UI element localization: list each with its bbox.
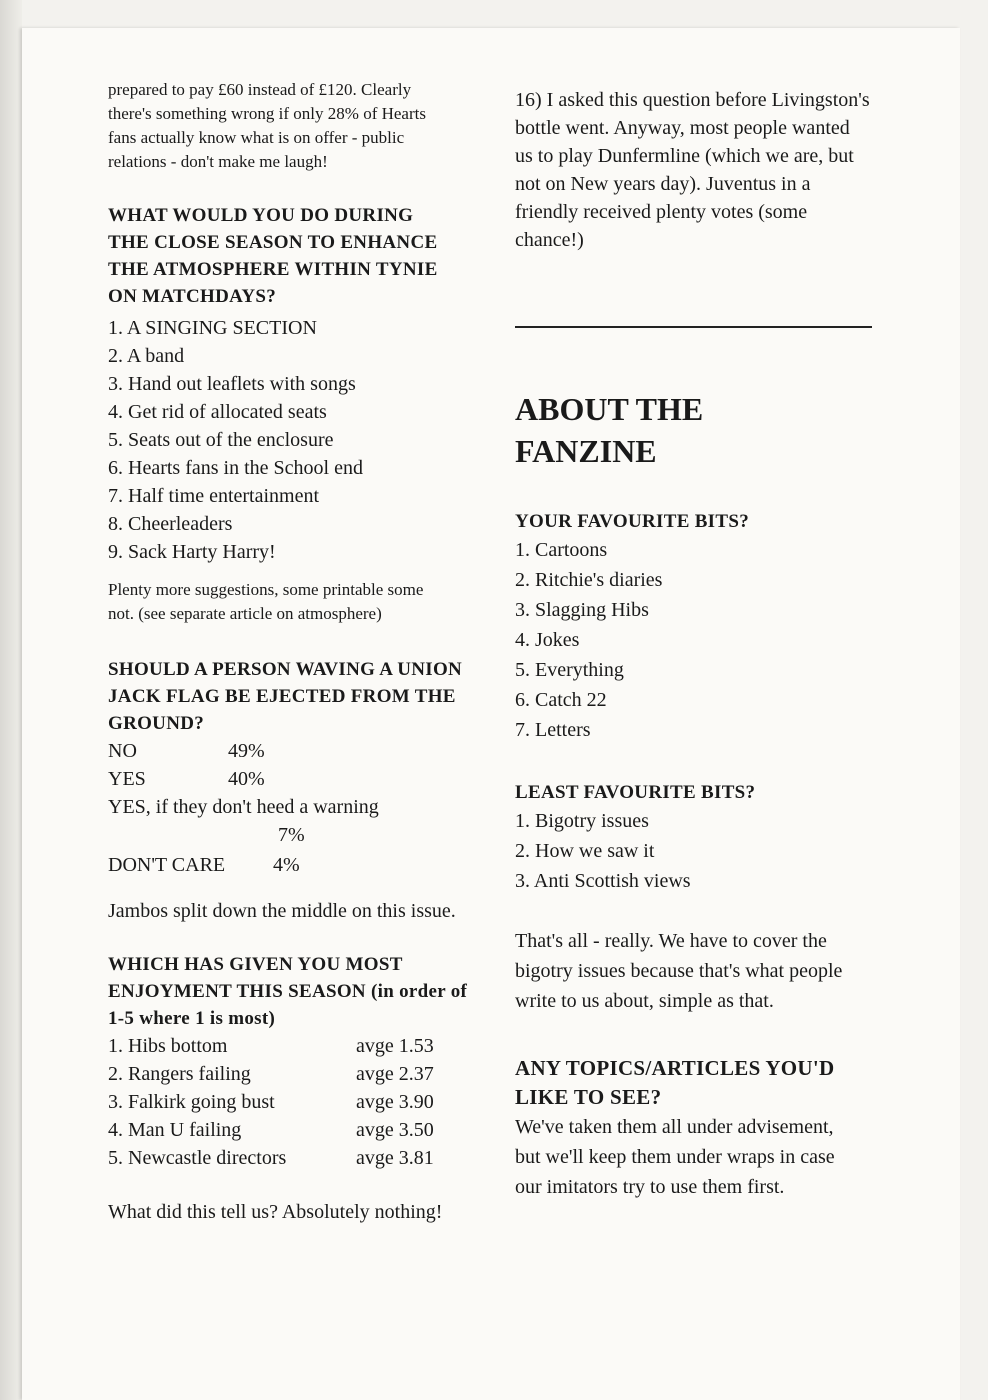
atmosphere-note: Plenty more suggestions, some printable some not. (see separate article on atmosphere) <box>108 580 424 623</box>
result-label: DON'T CARE <box>108 854 226 876</box>
result-value: 7% <box>278 824 305 846</box>
list-item: 4. Jokes <box>515 629 580 651</box>
result-row <box>108 1088 480 1116</box>
list-item: 3. Hand out leaflets with songs <box>108 373 356 395</box>
least-favourite-heading: LEAST FAVOURITE BITS? <box>515 782 756 803</box>
least-favourite-note: That's all - really. We have to cover the bigotry issues because that's what people write to us about, simple as that. <box>515 930 843 1012</box>
result-label: 3. Falkirk going bust <box>108 1091 275 1113</box>
list-item: 2. How we saw it <box>515 840 655 862</box>
enjoyment-note: What did this tell us? Absolutely nothing! <box>108 1201 443 1223</box>
flag-results <box>108 737 480 879</box>
result-value: avge 3.90 <box>356 1091 434 1113</box>
result-label: YES <box>108 768 146 790</box>
result-row <box>108 765 480 793</box>
result-row <box>108 737 480 765</box>
result-value: avge 3.50 <box>356 1119 434 1141</box>
list-item: 1. A SINGING SECTION <box>108 317 317 339</box>
list-item: 6. Hearts fans in the School end <box>108 457 363 479</box>
result-row <box>108 1060 480 1088</box>
intro-paragraph: prepared to pay £60 instead of £120. Clearly there's something wrong if only 28% of Hearts fans actually know what is on offer - public relations - don't make me laugh! <box>108 80 426 171</box>
question-heading-enjoyment <box>108 951 468 1032</box>
list-item: 9. Sack Harty Harry! <box>108 541 276 563</box>
result-value: 4% <box>273 854 300 876</box>
result-value: 40% <box>228 768 265 790</box>
result-label: YES, if they don't heed a warning <box>108 796 379 818</box>
favourite-list <box>515 535 870 745</box>
list-item: 1. Bigotry issues <box>515 810 649 832</box>
enjoyment-heading-main: WHICH HAS GIVEN YOU MOST ENJOYMENT THIS SEASON <box>108 954 403 1002</box>
result-label: 1. Hibs bottom <box>108 1035 228 1057</box>
list-item: 2. A band <box>108 345 185 367</box>
result-row <box>108 851 480 879</box>
result-row <box>108 1144 480 1172</box>
intro-paragraph: 16) I asked this question before Livingston's bottle went. Anyway, most people wanted us to play Dunfermline (which we are, but not on New years day). Juventus in a friendly received plenty votes (some chance!) <box>515 89 870 251</box>
enjoyment-heading-tail: (in order of 1-5 where 1 is most) <box>108 981 468 1029</box>
question-heading-atmosphere: WHAT WOULD YOU DO DURING THE CLOSE SEASON TO ENHANCE THE ATMOSPHERE WITHIN TYNIE ON MATCHDAYS? <box>108 205 438 307</box>
list-item: 2. Ritchie's diaries <box>515 569 663 591</box>
list-item: 5. Everything <box>515 659 624 681</box>
result-value: 49% <box>228 740 265 762</box>
result-value: avge 3.81 <box>356 1147 434 1169</box>
list-item: 6. Catch 22 <box>515 689 607 711</box>
favourite-heading: YOUR FAVOURITE BITS? <box>515 511 750 532</box>
section-divider <box>515 326 872 328</box>
result-row <box>108 1116 480 1144</box>
right-column <box>515 86 870 1202</box>
result-label: 5. Newcastle directors <box>108 1147 287 1169</box>
atmosphere-list <box>108 314 480 566</box>
list-item: 5. Seats out of the enclosure <box>108 429 334 451</box>
question-heading-flag: SHOULD A PERSON WAVING A UNION JACK FLAG BE EJECTED FROM THE GROUND? <box>108 659 463 734</box>
result-label: NO <box>108 740 137 762</box>
list-item: 4. Get rid of allocated seats <box>108 401 327 423</box>
topics-heading: ANY TOPICS/ARTICLES YOU'D LIKE TO SEE? <box>515 1056 835 1109</box>
result-row <box>108 1032 480 1060</box>
list-item: 3. Slagging Hibs <box>515 599 649 621</box>
list-item: 8. Cheerleaders <box>108 513 233 535</box>
list-item: 7. Half time entertainment <box>108 485 320 507</box>
section-title: ABOUT THE FANZINE <box>515 391 704 469</box>
page-edge <box>0 0 22 1400</box>
least-favourite-list <box>515 806 870 896</box>
list-item: 1. Cartoons <box>515 539 608 561</box>
result-label: 4. Man U failing <box>108 1119 242 1141</box>
flag-note: Jambos split down the middle on this issue. <box>108 900 456 922</box>
list-item: 3. Anti Scottish views <box>515 870 691 892</box>
topics-note: We've taken them all under advisement, but we'll keep them under wraps in case our imitators try to use them first. <box>515 1116 835 1198</box>
left-column <box>108 78 480 1226</box>
result-value: avge 1.53 <box>356 1035 434 1057</box>
result-label: 2. Rangers failing <box>108 1063 251 1085</box>
enjoyment-results <box>108 1032 480 1172</box>
result-value: avge 2.37 <box>356 1063 434 1085</box>
list-item: 7. Letters <box>515 719 591 741</box>
